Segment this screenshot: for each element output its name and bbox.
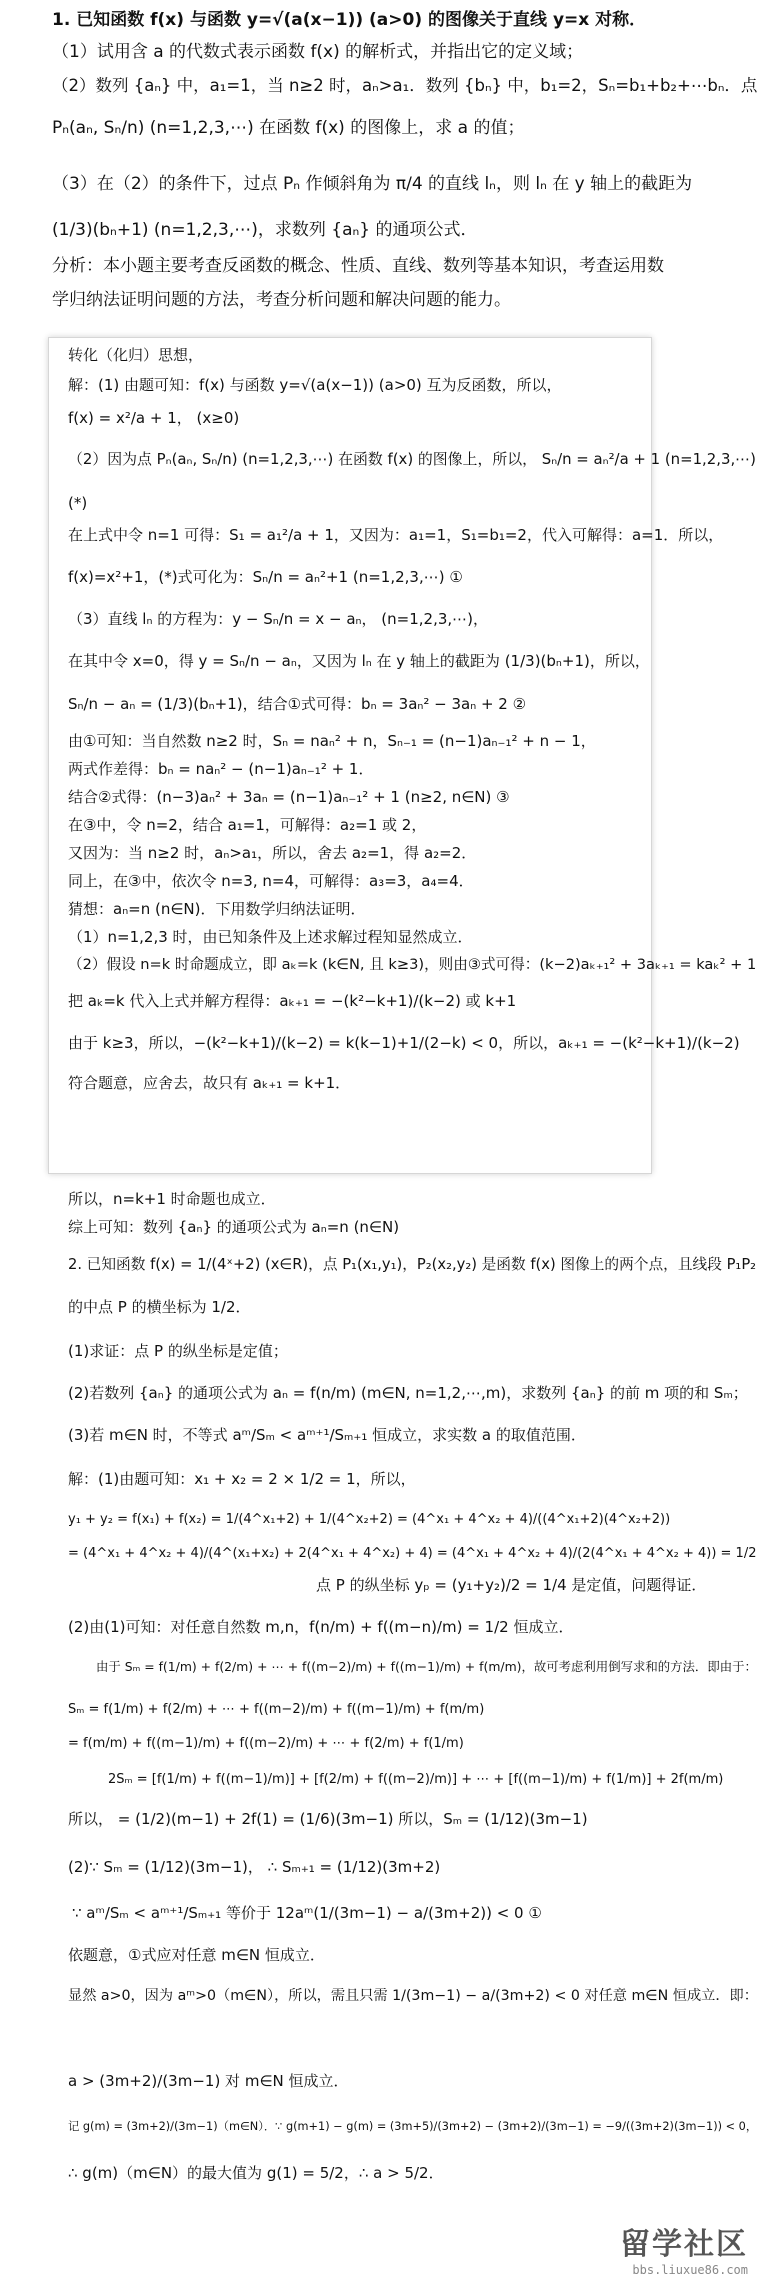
text-line: 又因为：当 n≥2 时，aₙ>a₁，所以，舍去 a₂=1，得 a₂=2． xyxy=(68,844,477,862)
text-line: 2. 已知函数 f(x) = 1/(4ˣ+2) (x∈R)，点 P₁(x₁,y₁)，P₂(x₂,y₂) 是函数 f(x) 图像上的两个点，且线段 P₁P₂ xyxy=(68,1256,757,1273)
text-line: y₁ + y₂ = f(x₁) + f(x₂) = 1/(4^x₁+2) + 1/(4^x₂+2) = (4^x₁ + 4^x₂ + 4)/((4^x₁+2)(4^x₂+2)) xyxy=(68,1512,671,1527)
text-line: 在③中，令 n=2，结合 a₁=1，可解得：a₂=1 或 2， xyxy=(68,816,427,834)
text-line: 转化（化归）思想， xyxy=(68,346,204,364)
text-line: Pₙ(aₙ, Sₙ/n) (n=1,2,3,⋯) 在函数 f(x) 的图像上，求 a 的值； xyxy=(52,118,525,138)
text-line: Sₘ = f(1/m) + f(2/m) + ⋯ + f((m−2)/m) + f((m−1)/m) + f(m/m) xyxy=(68,1702,485,1717)
text-line: （3）直线 lₙ 的方程为：y − Sₙ/n = x − aₙ， (n=1,2,3,⋯)， xyxy=(68,610,489,628)
text-line: （2）因为点 Pₙ(aₙ, Sₙ/n) (n=1,2,3,⋯) 在函数 f(x) 的图像上，所以， Sₙ/n = aₙ²/a + 1 (n=1,2,3,⋯) xyxy=(68,450,756,468)
text-line: （1）n=1,2,3 时，由已知条件及上述求解过程知显然成立． xyxy=(68,928,473,946)
text-line: ∵ aᵐ/Sₘ < aᵐ⁺¹/Sₘ₊₁ 等价于 12aᵐ(1/(3m−1) − a/(3m+2)) < 0 ① xyxy=(72,1904,542,1922)
text-line: 由于 k≥3，所以，−(k²−k+1)/(k−2) = k(k−1)+1/(2−k) < 0，所以，aₖ₊₁ = −(k²−k+1)/(k−2) xyxy=(68,1034,740,1052)
text-line: 记 g(m) = (3m+2)/(3m−1)（m∈N）．∵ g(m+1) − g(m) = (3m+5)/(3m+2) − (3m+2)/(3m−1) = −9/((3m+2)(3m−1)) < 0， xyxy=(68,2120,758,2133)
text-line: 分析：本小题主要考查反函数的概念、性质、直线、数列等基本知识，考查运用数 xyxy=(52,256,664,276)
text-line: 的中点 P 的横坐标为 1/2． xyxy=(68,1298,251,1316)
text-line: = f(m/m) + f((m−1)/m) + f((m−2)/m) + ⋯ + f(2/m) + f(1/m) xyxy=(68,1736,464,1751)
text-line: 由于 Sₘ = f(1/m) + f(2/m) + ⋯ + f((m−2)/m) + f((m−1)/m) + f(m/m)，故可考虑利用倒写求和的方法．即由于： xyxy=(96,1659,757,1674)
text-line: 把 aₖ=k 代入上式并解方程得：aₖ₊₁ = −(k²−k+1)/(k−2) 或 k+1 xyxy=(68,992,517,1010)
text-line: (2)若数列 {aₙ} 的通项公式为 aₙ = f(n/m) (m∈N, n=1,2,⋯,m)，求数列 {aₙ} 的前 m 项的和 Sₘ； xyxy=(68,1384,748,1402)
text-line: ∴ g(m)（m∈N）的最大值为 g(1) = 5/2，∴ a > 5/2． xyxy=(68,2164,444,2182)
text-line: 在其中令 x=0，得 y = Sₙ/n − aₙ，又因为 lₙ 在 y 轴上的截距为 (1/3)(bₙ+1)，所以， xyxy=(68,652,650,670)
text-line: 解：(1)由题可知：x₁ + x₂ = 2 × 1/2 = 1，所以， xyxy=(68,1470,416,1488)
text-line: 结合②式得：(n−3)aₙ² + 3aₙ = (n−1)aₙ₋₁² + 1 (n≥2, n∈N) ③ xyxy=(68,788,510,806)
text-line: (*) xyxy=(68,494,88,512)
text-line: (2)由(1)可知：对任意自然数 m,n，f(n/m) + f((m−n)/m) = 1/2 恒成立． xyxy=(68,1618,574,1636)
text-line: （1）试用含 a 的代数式表示函数 f(x) 的解析式，并指出它的定义域； xyxy=(52,42,584,62)
text-line: 所以， = (1/2)(m−1) + 2f(1) = (1/6)(3m−1) 所以，Sₘ = (1/12)(3m−1) xyxy=(68,1810,588,1828)
text-line: 在上式中令 n=1 可得：S₁ = a₁²/a + 1，又因为：a₁=1，S₁=b₁=2，代入可解得：a=1．所以， xyxy=(68,526,724,544)
text-line: f(x)=x²+1，(*)式可化为：Sₙ/n = aₙ²+1 (n=1,2,3,⋯) ① xyxy=(68,568,463,586)
text-line: (1/3)(bₙ+1) (n=1,2,3,⋯)，求数列 {aₙ} 的通项公式． xyxy=(52,220,478,240)
text-line: = (4^x₁ + 4^x₂ + 4)/(4^(x₁+x₂) + 2(4^x₁ + 4^x₂) + 4) = (4^x₁ + 4^x₂ + 4)/(2(4^x₁ + 4^x₂ + 4)) = 1/2 xyxy=(68,1546,757,1561)
text-line: 解：(1) 由题可知：f(x) 与函数 y=√(a(x−1)) (a>0) 互为反函数，所以， xyxy=(68,376,562,394)
text-line: （2）数列 {aₙ} 中，a₁=1，当 n≥2 时，aₙ>a₁．数列 {bₙ} 中，b₁=2，Sₙ=b₁+b₂+⋯bₙ．点 xyxy=(52,76,758,95)
text-line: f(x) = x²/a + 1， (x≥0) xyxy=(68,409,240,427)
text-line: 2Sₘ = [f(1/m) + f((m−1)/m)] + [f(2/m) + f((m−2)/m)] + ⋯ + [f((m−1)/m) + f(1/m)] + 2f(m/m) xyxy=(108,1772,724,1787)
text-line: 符合题意，应舍去，故只有 aₖ₊₁ = k+1． xyxy=(68,1074,351,1092)
watermark-main-text: 留学社区 xyxy=(620,2227,748,2262)
text-line: Sₙ/n − aₙ = (1/3)(bₙ+1)，结合①式可得：bₙ = 3aₙ² − 3aₙ + 2 ② xyxy=(68,695,527,713)
text-line: （3）在（2）的条件下，过点 Pₙ 作倾斜角为 π/4 的直线 lₙ，则 lₙ 在 y 轴上的截距为 xyxy=(52,174,693,194)
text-line: 显然 a>0，因为 aᵐ>0（m∈N），所以，需且只需 1/(3m−1) − a/(3m+2) < 0 对任意 m∈N 恒成立．即： xyxy=(68,1988,758,2004)
text-line: a > (3m+2)/(3m−1) 对 m∈N 恒成立． xyxy=(68,2072,349,2090)
watermark-logo xyxy=(620,2219,748,2277)
text-line: 点 P 的纵坐标 yₚ = (y₁+y₂)/2 = 1/4 是定值，问题得证． xyxy=(316,1576,707,1594)
text-line: 同上，在③中，依次令 n=3, n=4，可解得：a₃=3，a₄=4． xyxy=(68,872,474,890)
text-line: 猜想：aₙ=n (n∈N)．下用数学归纳法证明． xyxy=(68,900,366,918)
text-line: 依题意，①式应对任意 m∈N 恒成立． xyxy=(68,1946,325,1964)
text-line: （2）假设 n=k 时命题成立，即 aₖ=k (k∈N, 且 k≥3)，则由③式可得：(k−2)aₖ₊₁² + 3aₖ₊₁ = kaₖ² + 1 xyxy=(68,956,757,973)
text-line: 1. 已知函数 f(x) 与函数 y=√(a(x−1)) (a>0) 的图像关于直线 y=x 对称． xyxy=(52,10,647,30)
text-line: 由①可知：当自然数 n≥2 时，Sₙ = naₙ² + n，Sₙ₋₁ = (n−1)aₙ₋₁² + n − 1， xyxy=(68,732,596,750)
text-line: 所以，n=k+1 时命题也成立． xyxy=(68,1190,276,1208)
text-line: (2)∵ Sₘ = (1/12)(3m−1)， ∴ Sₘ₊₁ = (1/12)(3m+2) xyxy=(68,1858,441,1876)
text-line: (3)若 m∈N 时，不等式 aᵐ/Sₘ < aᵐ⁺¹/Sₘ₊₁ 恒成立，求实数 a 的取值范围． xyxy=(68,1426,586,1444)
text-line: 学归纳法证明问题的方法，考查分析问题和解决问题的能力。 xyxy=(52,290,511,310)
text-line: 综上可知：数列 {aₙ} 的通项公式为 aₙ=n (n∈N) xyxy=(68,1218,400,1236)
watermark-url-text: bbs.liuxue86.com xyxy=(632,2263,748,2277)
text-line: (1)求证：点 P 的纵坐标是定值； xyxy=(68,1342,288,1360)
text-line: 两式作差得：bₙ = naₙ² − (n−1)aₙ₋₁² + 1． xyxy=(68,760,374,778)
